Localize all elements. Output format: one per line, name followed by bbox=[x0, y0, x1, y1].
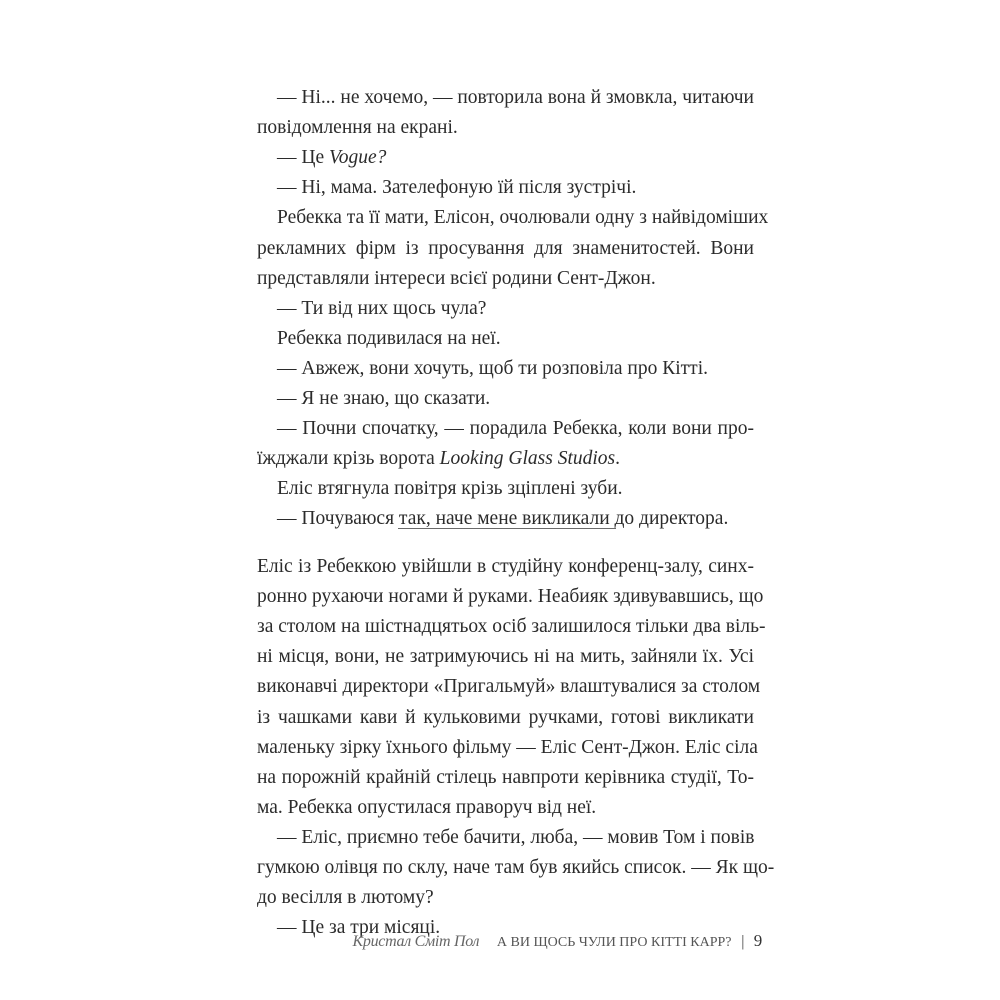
line-text: ронно рухаючи ногами й руками. Неабияк здивувавшись, що bbox=[257, 586, 764, 608]
italic-title: Vogue? bbox=[329, 147, 387, 169]
text-line bbox=[257, 552, 754, 582]
running-footer bbox=[353, 929, 762, 953]
line-text: — Це bbox=[277, 147, 329, 169]
line-text: до весілля в лютому? bbox=[257, 887, 434, 909]
text-line bbox=[257, 883, 754, 913]
line-text: маленьку зірку їхнього фільму — Еліс Сент-Джон. Еліс сіла bbox=[257, 736, 758, 758]
text-line bbox=[257, 384, 754, 414]
italic-title: Looking Glass Studios bbox=[439, 448, 616, 470]
line-text: — Авжеж, вони хочуть, щоб ти розповіла про Кітті. bbox=[277, 357, 708, 379]
line-text: — Почни спочатку, — порадила Ребекка, коли вони про- bbox=[277, 418, 754, 440]
line-text: — Еліс, приємно тебе бачити, люба, — мовив Том і повів bbox=[277, 826, 755, 848]
line-text: на порожній крайній стілець навпроти керівника студії, То- bbox=[257, 766, 754, 788]
text-line bbox=[257, 763, 754, 793]
footer-book-title: А ВИ ЩОСЬ ЧУЛИ ПРО КІТТІ КАРР? bbox=[496, 935, 732, 950]
text-line bbox=[257, 733, 758, 763]
text-line bbox=[257, 853, 775, 883]
line-text: Ребекка та її мати, Елісон, очолювали одну з найвідоміших bbox=[277, 207, 769, 229]
text-line bbox=[257, 143, 754, 173]
text-line bbox=[257, 83, 754, 113]
text-line bbox=[257, 504, 754, 534]
text-line bbox=[257, 793, 754, 823]
text-line bbox=[257, 173, 754, 203]
line-text: — Ні... не хочемо, — повторила вона й змовкла, читаючи bbox=[277, 87, 754, 108]
line-text: їжджали крізь ворота bbox=[257, 448, 440, 470]
line-text: — Ти від них щось чула? bbox=[277, 297, 487, 319]
line-text: за столом на шістнадцятьох осіб залишилося тільки два віль- bbox=[257, 616, 766, 638]
line-text: — Я не знаю, що сказати. bbox=[277, 388, 491, 409]
line-text: рекламних фірм із просування для знаменитостей. Вони bbox=[257, 237, 754, 259]
text-line bbox=[257, 113, 754, 143]
footer-author: Кристал Сміт Пол bbox=[352, 933, 480, 950]
text-line bbox=[257, 234, 754, 264]
text-line bbox=[257, 612, 766, 642]
line-text: із чашками кави й кульковими ручками, готові викликати bbox=[257, 706, 754, 728]
line-text-tail: . bbox=[615, 448, 621, 470]
line-text: Еліс втягнула повітря крізь зціплені зуби. bbox=[277, 478, 623, 500]
text-line bbox=[257, 582, 764, 612]
text-line bbox=[257, 474, 754, 504]
line-text: повідомлення на екрані. bbox=[257, 117, 458, 139]
text-line bbox=[257, 703, 754, 733]
text-line bbox=[257, 414, 754, 444]
line-text: — Це за три місяці. bbox=[277, 917, 441, 939]
text-line bbox=[257, 642, 754, 672]
line-text: виконавчі директори «Пригальмуй» влаштувалися за столом bbox=[257, 676, 761, 698]
text-line bbox=[257, 203, 769, 233]
section-divider bbox=[398, 528, 616, 529]
line-text: — Почуваюся так, наче мене викликали до директора. bbox=[277, 508, 729, 530]
line-text: представляли інтереси всієї родини Сент-Джон. bbox=[257, 267, 656, 289]
line-text: ні місця, вони, не затримуючись ні на мить, зайняли їх. Усі bbox=[257, 646, 754, 668]
text-line bbox=[257, 294, 754, 324]
text-line bbox=[257, 823, 754, 853]
footer-separator: | bbox=[741, 933, 745, 950]
page-number: 9 bbox=[753, 931, 762, 950]
line-text: — Ні, мама. Зателефоную їй після зустрічі. bbox=[277, 177, 637, 199]
text-line bbox=[257, 672, 761, 702]
text-line bbox=[257, 354, 754, 384]
line-text: ма. Ребекка опустилася праворуч від неї. bbox=[257, 796, 597, 818]
line-text: Ребекка подивилася на неї. bbox=[277, 327, 501, 349]
text-line bbox=[257, 324, 754, 354]
line-text: гумкою олівця по склу, наче там був якийсь список. — Як що- bbox=[257, 857, 775, 878]
line-text: Еліс із Ребеккою увійшли в студійну конференц-залу, синх- bbox=[257, 556, 754, 577]
text-line bbox=[257, 264, 754, 294]
text-line bbox=[257, 444, 754, 474]
